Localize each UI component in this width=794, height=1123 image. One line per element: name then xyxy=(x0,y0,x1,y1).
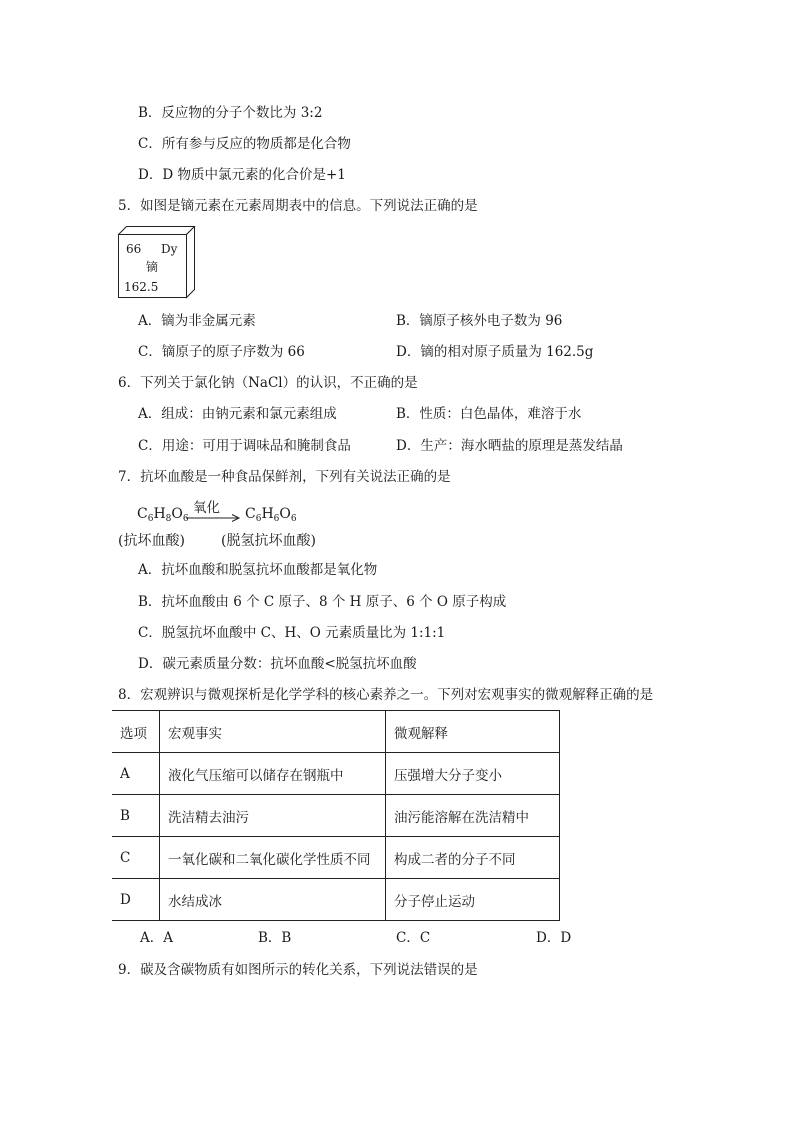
table-cell: 构成二者的分子不同 xyxy=(386,837,560,879)
q7-option-d: D．碳元素质量分数：抗坏血酸<脱氢抗坏血酸 xyxy=(138,656,417,672)
q4-option-c: C．所有参与反应的物质都是化合物 xyxy=(138,136,351,152)
q4-option-b: B．反应物的分子个数比为 3:2 xyxy=(138,105,323,121)
table-row xyxy=(112,795,560,837)
table-row xyxy=(112,753,560,795)
table-cell: 液化气压缩可以储存在钢瓶中 xyxy=(160,753,386,795)
q8-stem: 8．宏观辨识与微观探析是化学学科的核心素养之一。下列对宏观事实的微观解释正确的是 xyxy=(118,687,654,703)
table-cell: 一氧化碳和二氧化碳化学性质不同 xyxy=(160,837,386,879)
q8-option-c: C．C xyxy=(396,930,431,946)
element-symbol: Dy xyxy=(161,242,178,256)
q6-option-b: B．性质：白色晶体，难溶于水 xyxy=(396,406,582,422)
product-formula: $C_6H_6O_6$ xyxy=(245,506,297,524)
q6-option-d: D．生产：海水晒盐的原理是蒸发结晶 xyxy=(396,438,623,454)
q9-stem: 9．碳及含碳物质有如图所示的转化关系，下列说法错误的是 xyxy=(118,962,478,978)
q5-option-d: D．镝的相对原子质量为 162.5g xyxy=(396,344,594,360)
q6-option-c: C．用途：可用于调味品和腌制食品 xyxy=(138,438,351,454)
element-atomic-number: 66 xyxy=(126,242,142,256)
table-row xyxy=(112,837,560,879)
product-name: (脱氢抗坏血酸) xyxy=(221,533,316,549)
table-cell: 压强增大分子变小 xyxy=(386,753,560,795)
table-cell: 分子停止运动 xyxy=(386,879,560,921)
table-row xyxy=(112,879,560,921)
q7-option-c: C．脱氢抗坏血酸中 C、H、O 元素质量比为 1:1:1 xyxy=(138,625,446,641)
q5-option-b: B．镝原子核外电子数为 96 xyxy=(396,313,563,329)
table-cell: 水结成冰 xyxy=(160,879,386,921)
element-name: 镝 xyxy=(146,260,159,274)
q8-table xyxy=(112,710,560,921)
q7-stem: 7．抗坏血酸是一种食品保鲜剂，下列有关说法正确的是 xyxy=(118,469,451,485)
reaction-arrow-icon xyxy=(186,513,242,523)
reaction-condition: 氧化 xyxy=(193,500,220,516)
q7-option-b: B．抗坏血酸由 6 个 C 原子、8 个 H 原子、6 个 O 原子构成 xyxy=(138,594,507,610)
table-cell: D xyxy=(112,879,160,921)
table-header-cell: 宏观事实 xyxy=(160,711,386,753)
table-cell: A xyxy=(112,753,160,795)
q8-option-d: D．D xyxy=(536,930,572,946)
q8-option-a: A．A xyxy=(140,930,173,946)
q4-option-d: D．D 物质中氯元素的化合价是+1 xyxy=(138,167,346,183)
q6-stem: 6．下列关于氯化钠（NaCl）的认识，不正确的是 xyxy=(118,375,418,391)
table-cell: C xyxy=(112,837,160,879)
table-header-row xyxy=(112,711,560,753)
element-tile xyxy=(118,226,194,298)
q8-option-b: B．B xyxy=(258,930,292,946)
table-header-cell: 选项 xyxy=(112,711,160,753)
table-cell: B xyxy=(112,795,160,837)
q6-option-a: A．组成：由钠元素和氯元素组成 xyxy=(138,406,337,422)
table-cell: 洗洁精去油污 xyxy=(160,795,386,837)
reactant-formula: $C_6H_8O_6$ xyxy=(137,506,189,524)
reactant-name: (抗坏血酸) xyxy=(118,533,185,549)
element-atomic-mass: 162.5 xyxy=(124,280,159,294)
q5-option-c: C．镝原子的原子序数为 66 xyxy=(138,344,305,360)
q5-option-a: A．镝为非金属元素 xyxy=(138,313,256,329)
table-cell: 油污能溶解在洗洁精中 xyxy=(386,795,560,837)
q7-option-a: A．抗坏血酸和脱氢抗坏血酸都是氧化物 xyxy=(138,562,378,578)
q5-stem: 5．如图是镝元素在元素周期表中的信息。下列说法正确的是 xyxy=(118,198,478,214)
table-header-cell: 微观解释 xyxy=(386,711,560,753)
